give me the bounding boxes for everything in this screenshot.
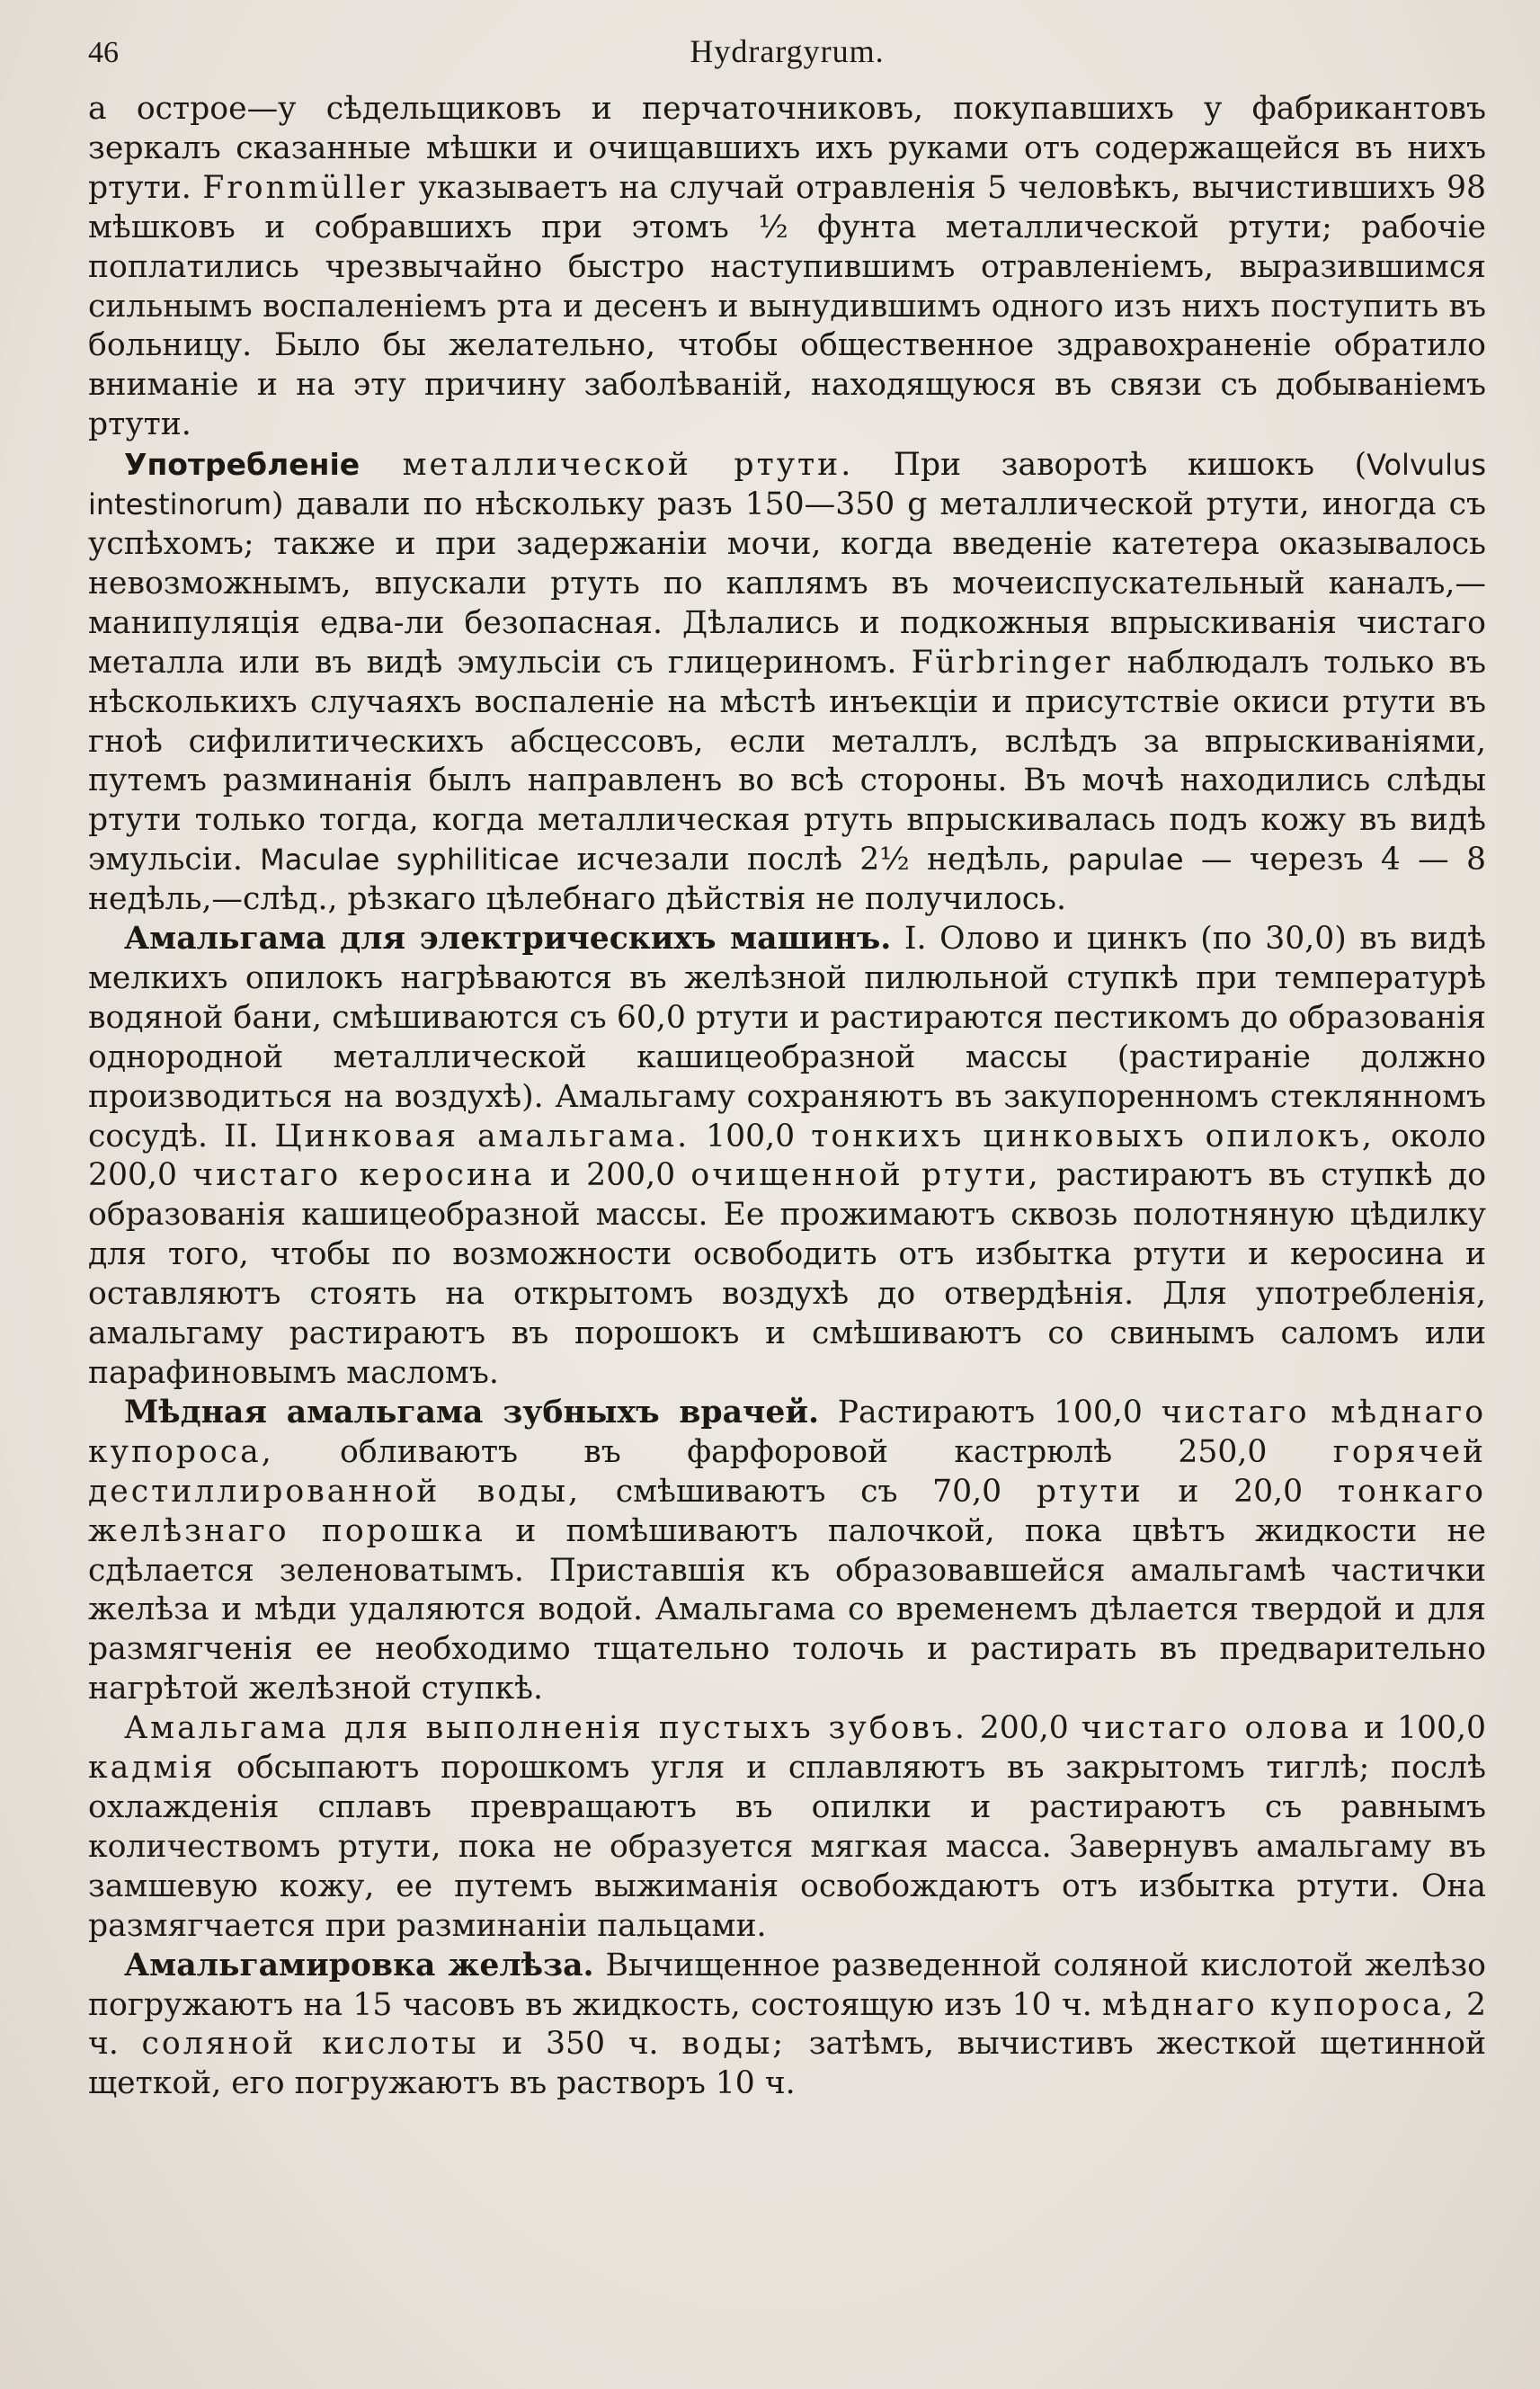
paragraph — [88, 445, 1486, 920]
text-sp: воды; — [681, 2026, 786, 2063]
text-sp: тонкаго желѣзнаго порошка — [88, 1473, 1486, 1549]
running-head — [88, 27, 1486, 90]
paragraph — [88, 1394, 1486, 1709]
page-number: 46 — [88, 36, 119, 69]
text-run: наблюдалъ только въ нѣсколькихъ случаяхъ воспаленіе на мѣстѣ инъекціи и присутствіе окиси ртути въ гноѣ сифилитическихъ абсцессовъ, если металлъ, вслѣдъ за впрыскиваніями, путемъ разминанія былъ направленъ во всѣ стороны. Въ мочѣ находились слѣды ртути только тогда, когда металлическая ртуть впрыскивалась подъ кожу въ видѣ эмульсіи. — [88, 644, 1486, 878]
text-hd: Амальгамировка желѣза. — [124, 1947, 594, 1983]
text-run: обсыпаютъ порошкомъ угля и сплавляютъ въ закрытомъ тиглѣ; послѣ охлажденія сплавъ превращаютъ въ опилки и растираютъ съ равнымъ количествомъ ртути, пока не образуется мягкая масса. Завернувъ амальгаму въ замшевую кожу, ее путемъ выжиманія освобождаютъ отъ избытка ртути. Она размягчается при разминаніи пальцами. — [88, 1750, 1486, 1944]
text-sp: очищенной ртути, — [690, 1157, 1041, 1194]
text-sans: Maculae syphiliticae — [260, 842, 560, 878]
running-title: Hydrargyrum. — [690, 33, 885, 69]
text-run: Вычищенное разведенной соляной кислотой желѣзо погружаютъ на 15 часовъ въ жидкость, состоящую изъ 10 ч. — [88, 1947, 1486, 2023]
text-sans: Volvulus intestinorum — [88, 448, 1486, 522]
text-run: указываетъ на случай отравленія 5 человѣкъ, вычистившихъ 98 мѣшковъ и собравшихъ при этомъ ½ фунта металлической ртути; рабочіе поплатились чрезвычайно быстро наступившимъ отравленіемъ, выразившимся сильнымъ воспаленіемъ рта и десенъ и вынудившимъ одного изъ нихъ поступить въ больницу. Было бы желательно, чтобы общественное здравохраненіе обратило вниманіе и на эту причину заболѣваній, находящуюся въ связи съ добываніемъ ртути. — [88, 169, 1486, 443]
text-run: и 100,0 — [1351, 1710, 1486, 1747]
text-sp: Цинковая амальгама. — [274, 1118, 690, 1154]
text-run: а острое—у сѣдельщиковъ и перчаточниковъ, покупавшихъ у фабрикантовъ зеркалъ сказанные мѣшки и очищавшихъ ихъ руками отъ содержащейся въ нихъ ртути. — [88, 91, 1486, 206]
text-sans: papulae — [1067, 842, 1184, 878]
body-text — [88, 90, 1486, 2104]
text-run: ) давали по нѣскольку разъ 150—350 g металлической ртути, иногда съ успѣхомъ; также и при задержаніи мочи, когда введеніе катетера оказывалось невозможнымъ, впускали ртуть по каплямъ въ мочеиспускательный каналъ,—манипуляція едва-ли безопасная. Дѣлались и подкожныя впрыскиванія чистаго металла или въ видѣ эмульсіи съ глицериномъ. — [88, 486, 1486, 681]
text-run: и 200,0 — [534, 1157, 691, 1194]
text-hd: Мѣдная амальгама зубныхъ врачей. — [124, 1394, 820, 1431]
text-run: затѣмъ, вычистивъ жесткой щетинной щеткой, его погружаютъ въ растворъ 10 ч. — [88, 2026, 1486, 2102]
text-sp: горячей дестиллированной воды, — [88, 1433, 1486, 1510]
text-sp: чистаго керосина — [192, 1157, 535, 1194]
text-run: При заворотѣ кишокъ ( — [853, 447, 1367, 484]
text-sp: Амальгама для выполненія пустыхъ зубовъ. — [124, 1710, 967, 1747]
paragraph — [88, 90, 1486, 445]
text-run: и 350 ч. — [478, 2026, 682, 2063]
text-run: обливаютъ въ фарфоровой кастрюлѣ 250,0 — [273, 1433, 1333, 1470]
text-run: 100,0 — [690, 1118, 812, 1154]
text-run: смѣшиваютъ съ 70,0 — [581, 1473, 1037, 1510]
text-sp: кадмія — [88, 1750, 216, 1787]
text-run: 200,0 — [966, 1710, 1082, 1747]
text-sp: чистаго мѣднаго купороса, — [88, 1394, 1487, 1470]
paragraph — [88, 920, 1486, 1394]
text-run: и 20,0 — [1143, 1473, 1338, 1510]
paragraph — [88, 1709, 1486, 1946]
text-sp: металлической ртути. — [360, 447, 854, 484]
text-run: исчезали послѣ 2½ недѣль, — [559, 842, 1068, 878]
text-run: 2 ч. — [88, 1986, 1486, 2063]
text-sp: тонкихъ цинковыхъ опилокъ, — [811, 1118, 1375, 1154]
text-sp: Fronmüller — [202, 169, 407, 206]
text-bold-sans: Употребленіе — [124, 447, 361, 483]
text-run: около 200,0 — [88, 1118, 1486, 1194]
text-run: — черезъ 4 — 8 недѣль,—слѣд., рѣзкаго цѣлебнаго дѣйствія не получилось. — [88, 842, 1486, 918]
text-sp: соляной кислоты — [141, 2026, 479, 2063]
text-run: и помѣшиваютъ палочкой, пока цвѣтъ жидкости не сдѣлается зеленоватымъ. Приставшія къ образовавшейся амальгамѣ частички желѣза и мѣди удаляются водой. Амальгама со временемъ дѣлается твердой и для размягченія ее необходимо тщательно толочь и растирать въ предварительно нагрѣтой желѣзной ступкѣ. — [88, 1512, 1487, 1707]
paragraph — [88, 1947, 1486, 2105]
text-run: Растираютъ 100,0 — [819, 1394, 1162, 1431]
text-sp: мѣднаго купороса, — [1102, 1986, 1456, 2023]
text-run: растираютъ въ ступкѣ до образованія кашицеобразной массы. Ее прожимаютъ сквозь полотняную цѣдилку для того, чтобы по возможности освободить отъ избытка ртути и керосина и оставляютъ стоять на открытомъ воздухѣ до отвердѣнія. Для употребленія, амальгаму растираютъ въ порошокъ и смѣшиваютъ со свинымъ саломъ или парафиновымъ масломъ. — [88, 1157, 1487, 1391]
text-sp: ртути — [1036, 1473, 1144, 1510]
text-sp: чистаго олова — [1081, 1710, 1352, 1747]
text-hd: Амальгама для электрическихъ машинъ. — [124, 921, 892, 958]
text-run: I. Олово и цинкъ (по 30,0) въ видѣ мелкихъ опилокъ нагрѣваются въ желѣзной пилюльной ступкѣ при температурѣ водяной бани, смѣшиваются съ 60,0 ртути и растираются пестикомъ до образованія однородной металлической кашицеобразной массы (растираніе должно производиться на воздухѣ). Амальгаму сохраняютъ въ закупоренномъ стеклянномъ сосудѣ. II. — [88, 921, 1486, 1154]
text-sp: Fürbringer — [911, 644, 1113, 681]
